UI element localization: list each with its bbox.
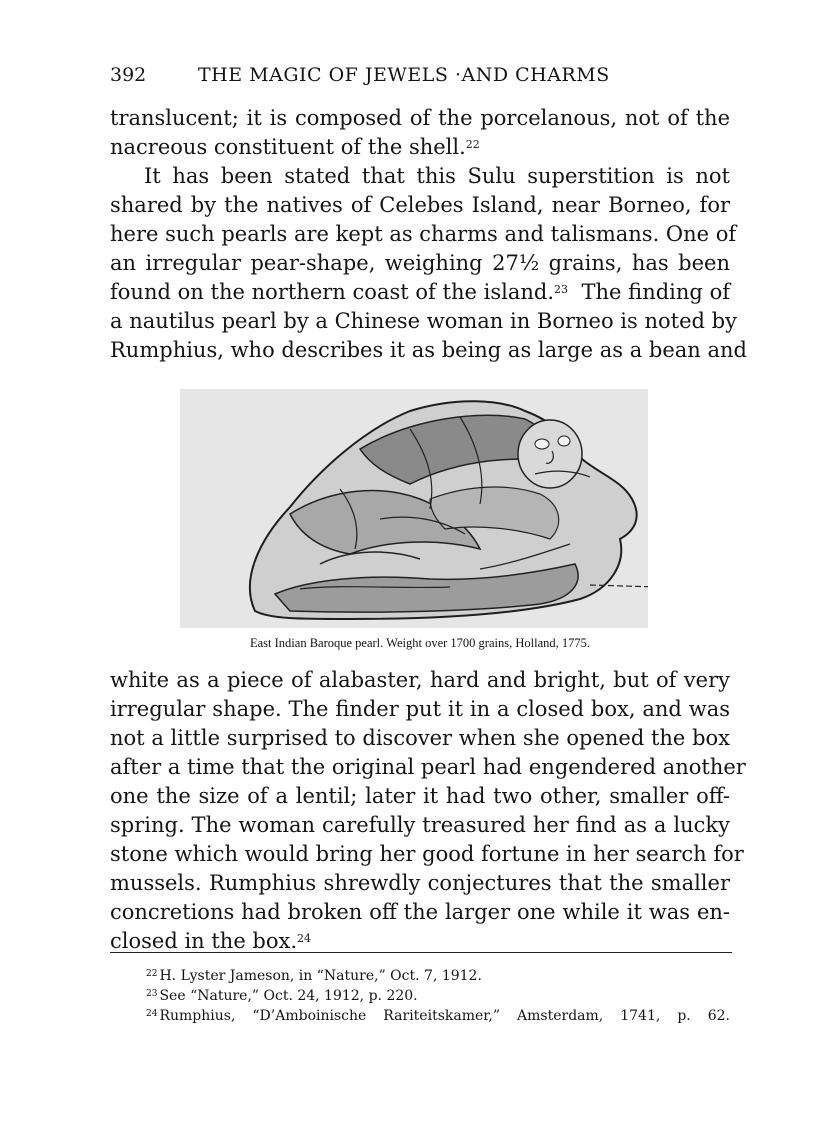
- text-line: an irregular pear-shape, weighing 27½ grains, has been: [110, 251, 730, 275]
- figure-caption: East Indian Baroque pearl. Weight over 1700 grains, Holland, 1775.: [249, 636, 590, 650]
- text-line: after a time that the original pearl had engendered another: [110, 755, 746, 779]
- text-line: Rumphius, who describes it as being as large as a bean and: [110, 338, 747, 362]
- footnote-ref: 22: [465, 138, 480, 151]
- running-title: THE MAGIC OF JEWELS ·AND CHARMS: [198, 64, 610, 86]
- text-line: mussels. Rumphius shrewdly conjectures that the smaller: [110, 871, 730, 895]
- text-line: spring. The woman carefully treasured her find as a lucky: [110, 813, 730, 837]
- text-line: closed in the box.$^{24}$: [110, 929, 312, 953]
- text-line: concretions had broken off the larger one while it was en-: [110, 900, 730, 924]
- footnote-ref: 24: [297, 932, 312, 945]
- footnote: $^{24}$ Rumphius, “D’Amboinische Rariteitskamer,” Amsterdam, 1741, p. 62.: [146, 1008, 730, 1024]
- text-line: not a little surprised to discover when she opened the box: [110, 726, 730, 750]
- text-line: It has been stated that this Sulu superstition is not: [144, 164, 730, 188]
- footnote: $^{23}$ See “Nature,” Oct. 24, 1912, p. 220.: [146, 988, 418, 1004]
- text-line: stone which would bring her good fortune in her search for: [110, 842, 744, 866]
- text-line: found on the northern coast of the island.$^{23}$ The finding of: [110, 280, 730, 304]
- footnotes: [110, 966, 730, 1026]
- page-number: 392: [110, 64, 147, 86]
- text-line: a nautilus pearl by a Chinese woman in Borneo is noted by: [110, 309, 737, 333]
- text-line: translucent; it is composed of the porcelanous, not of the: [110, 106, 730, 130]
- text-line: irregular shape. The finder put it in a closed box, and was: [110, 697, 730, 721]
- body-text-bottom: [110, 666, 746, 956]
- body-text-top: [110, 104, 747, 365]
- page-header: [110, 64, 730, 92]
- text-line: one the size of a lentil; later it had two other, smaller off-: [110, 784, 730, 808]
- text-line: nacreous constituent of the shell.$^{22}$: [110, 135, 480, 159]
- text-line: here such pearls are kept as charms and talismans. One of: [110, 222, 737, 246]
- text-line: shared by the natives of Celebes Island, near Borneo, for: [110, 193, 730, 217]
- text-line: white as a piece of alabaster, hard and bright, but of very: [110, 668, 730, 692]
- baroque-pearl-illustration: [180, 389, 648, 628]
- footnote-rule: [110, 952, 732, 953]
- footnote: $^{22}$ H. Lyster Jameson, in “Nature,” Oct. 7, 1912.: [146, 968, 482, 984]
- footnote-ref: 23: [554, 283, 569, 296]
